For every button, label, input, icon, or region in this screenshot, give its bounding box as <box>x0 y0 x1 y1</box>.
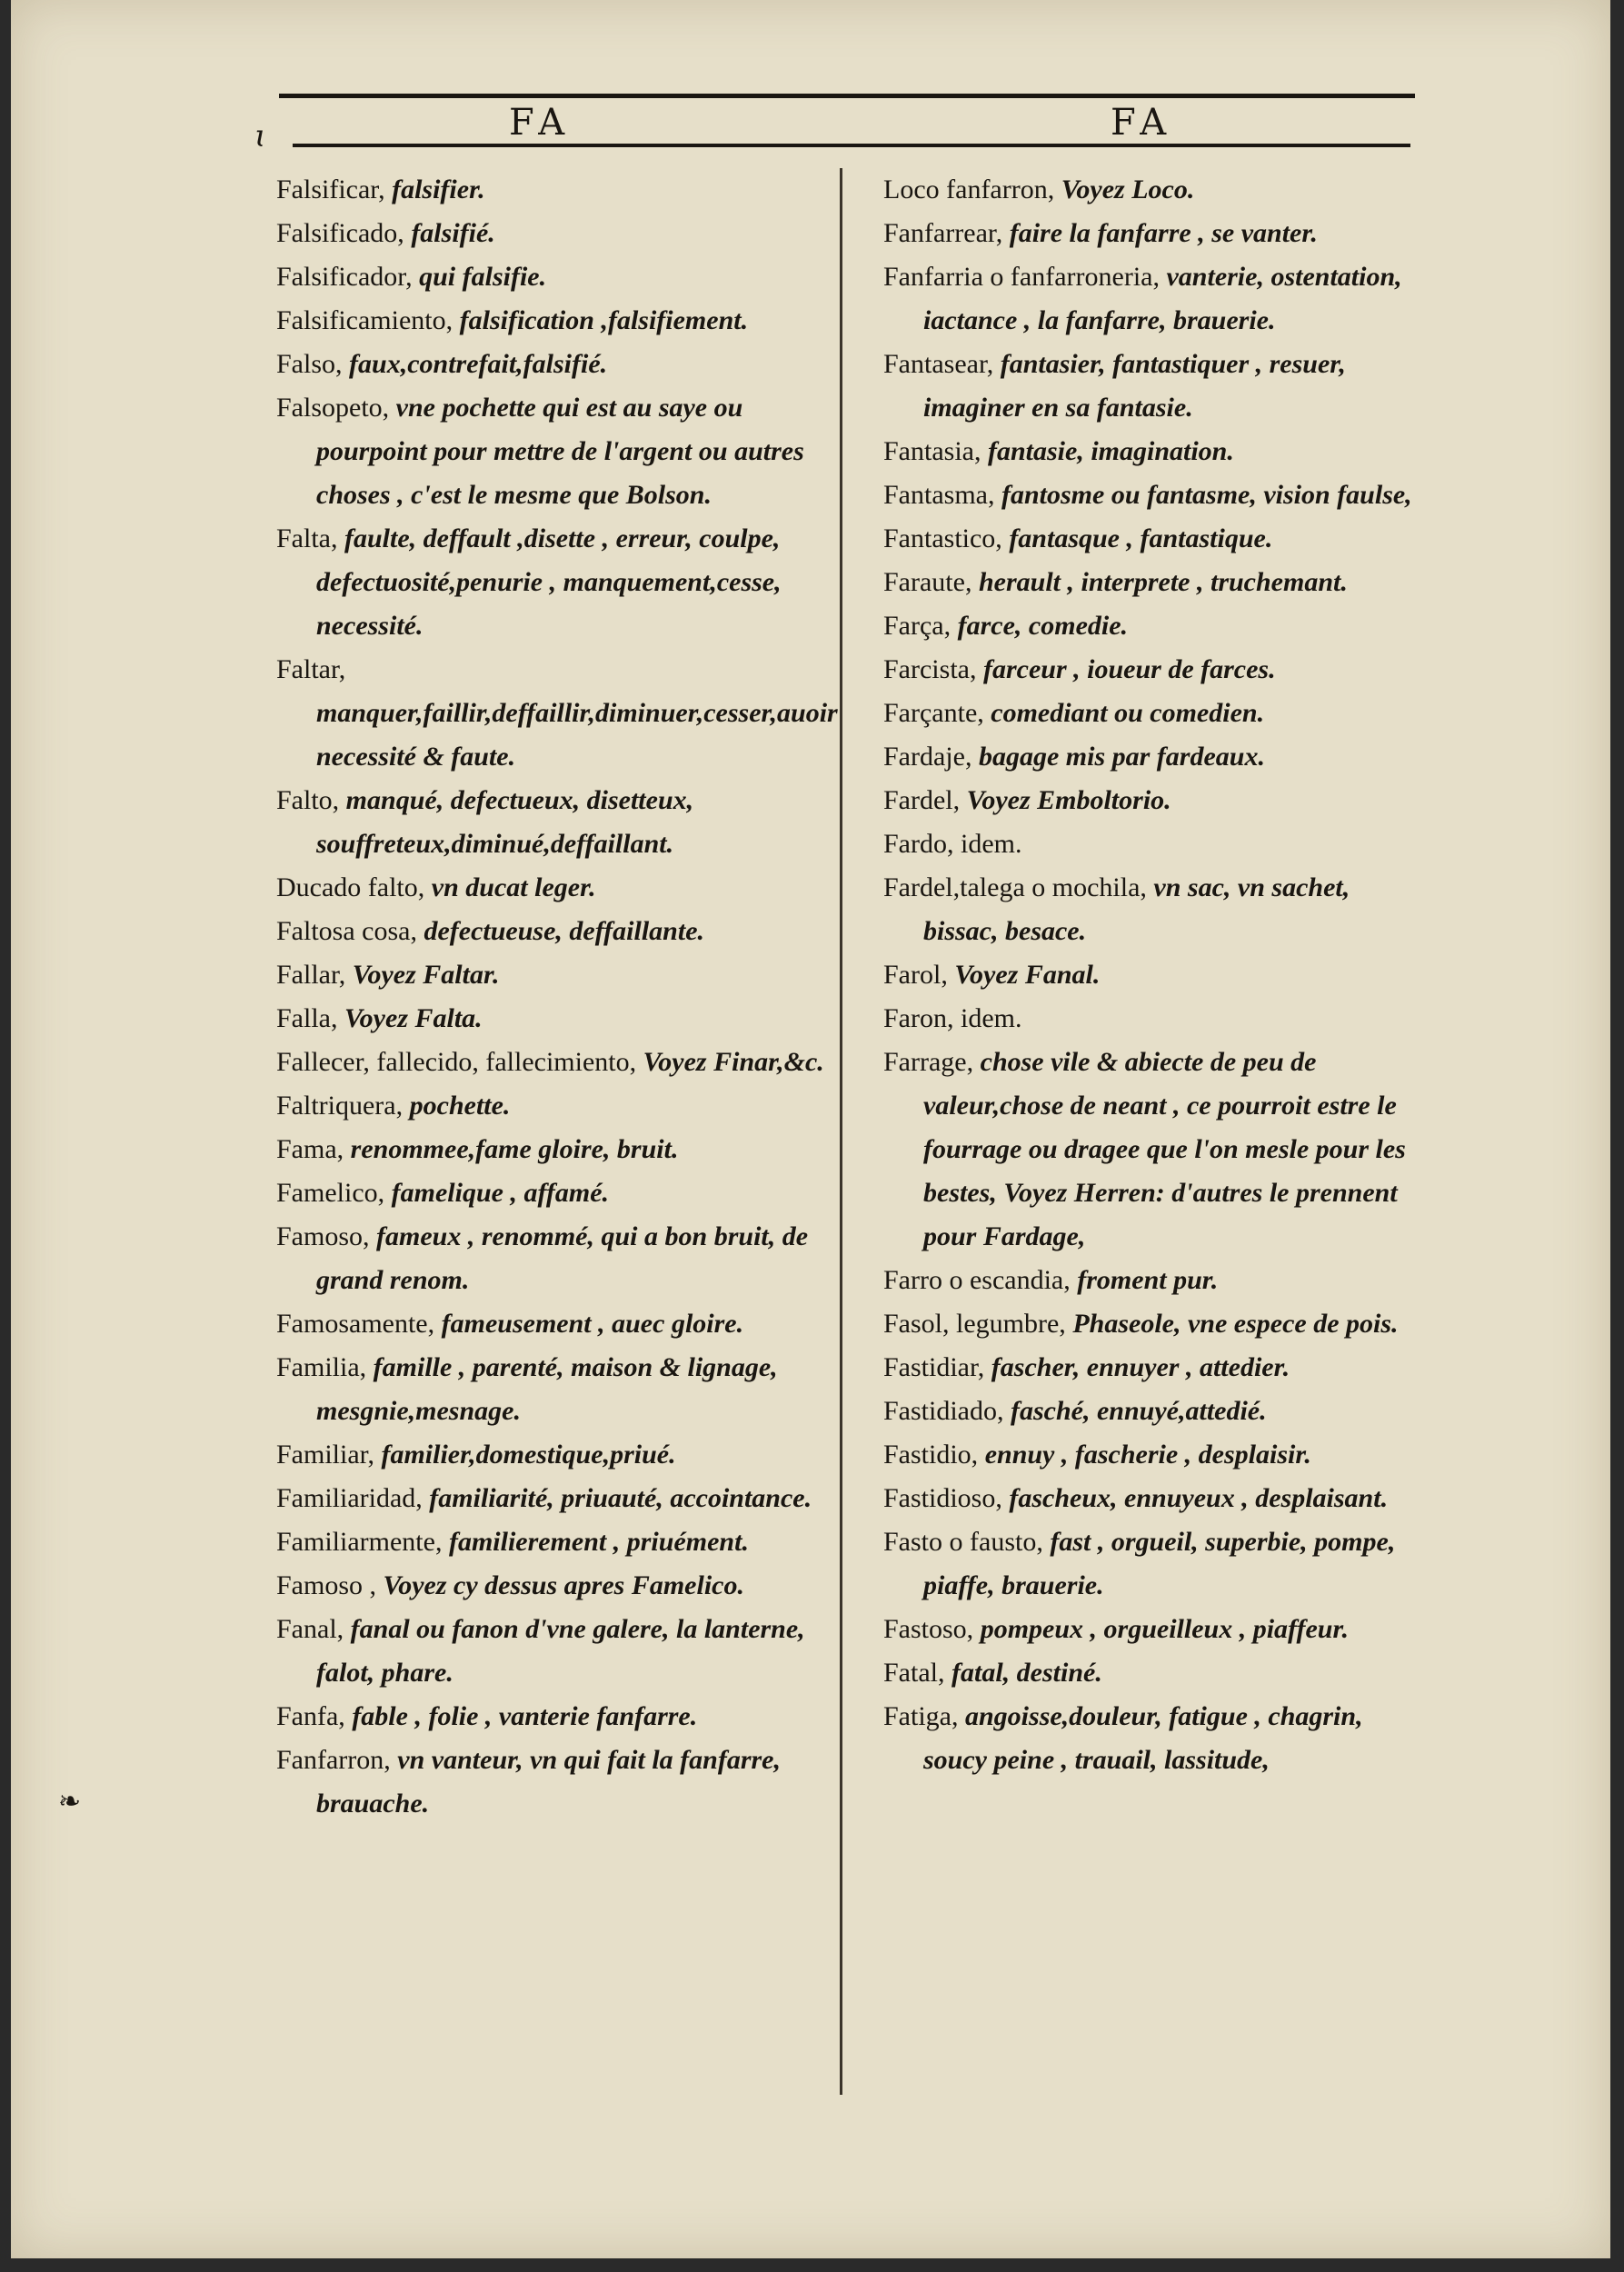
entry-headword: Fastoso, <box>883 1614 974 1644</box>
entry-headword: Farcista, <box>883 654 977 684</box>
entry-translation: fanal ou fanon d'vne galere, la lanterne, falot, phare. <box>316 1614 805 1688</box>
dictionary-entry <box>276 517 831 648</box>
dictionary-entry <box>883 1302 1429 1346</box>
dictionary-entry <box>883 953 1429 997</box>
entry-headword: Famoso, <box>276 1221 370 1251</box>
entry-translation: pochette. <box>409 1091 511 1121</box>
dictionary-entry <box>276 343 831 386</box>
entry-headword: Farçante, <box>883 698 984 728</box>
entry-headword: Familiar, <box>276 1440 374 1470</box>
entry-headword: Famoso , <box>276 1570 377 1600</box>
dictionary-entry <box>883 1390 1429 1433</box>
dictionary-entry <box>276 866 831 910</box>
dictionary-entry <box>883 997 1429 1041</box>
entry-headword: Fastidiar, <box>883 1352 985 1382</box>
entry-translation: manqué, defectueux, disetteux, souffreteux,diminué,deffaillant. <box>316 785 694 859</box>
entry-headword: Fallecer, fallecido, fallecimiento, <box>276 1047 637 1077</box>
dictionary-entry <box>276 1433 831 1477</box>
dictionary-entry <box>276 648 838 779</box>
entry-translation: Voyez cy dessus apres Famelico. <box>383 1570 744 1600</box>
entry-translation: fatal, destiné. <box>951 1658 1102 1688</box>
entry-headword: Falso, <box>276 349 343 379</box>
entry-translation: familierement , priuément. <box>448 1527 749 1557</box>
dictionary-entry <box>883 1041 1429 1259</box>
dictionary-entry <box>883 779 1429 822</box>
entry-headword: Faraute, <box>883 567 972 597</box>
dictionary-entry <box>883 604 1429 648</box>
entry-headword: Fatiga, <box>883 1701 959 1731</box>
dictionary-entry <box>276 779 831 866</box>
entry-headword: Falla, <box>276 1003 338 1033</box>
entry-headword: Farol, <box>883 960 948 990</box>
dictionary-entry <box>883 866 1429 953</box>
entry-translation: famille , parenté, maison & lignage, mesgnie,mesnage. <box>316 1352 778 1426</box>
entry-translation: Voyez Loco. <box>1061 174 1195 204</box>
entry-translation: falsifier. <box>392 174 485 204</box>
dictionary-page <box>11 0 1610 2258</box>
dictionary-entry <box>276 1695 831 1739</box>
dictionary-entry <box>276 1739 831 1826</box>
entry-translation: fantasie, imagination. <box>987 436 1234 466</box>
dictionary-entry <box>276 255 831 299</box>
dictionary-entry <box>883 1433 1429 1477</box>
entry-headword: Fastidiado, <box>883 1396 1004 1426</box>
entry-translation: familier,domestique,priué. <box>381 1440 676 1470</box>
entry-headword: Falsificamiento, <box>276 305 453 335</box>
dictionary-entry <box>276 1346 831 1433</box>
entry-translation: fantosme ou fantasme, vision faulse, <box>1001 480 1412 510</box>
entry-translation: fameux , renommé, qui a bon bruit, de grand renom. <box>316 1221 809 1295</box>
entry-headword: Famosamente, <box>276 1309 435 1339</box>
dictionary-entry <box>883 1651 1429 1695</box>
dictionary-entry <box>276 1564 831 1608</box>
column-divider <box>840 168 842 2095</box>
dictionary-entry <box>276 1520 831 1564</box>
ink-blot: ❧ <box>58 1786 82 1818</box>
entry-headword: Falsificado, <box>276 218 404 248</box>
entry-translation: vanterie, ostentation, iactance , la fanfarre, brauerie. <box>923 262 1402 335</box>
entry-translation: faire la fanfarre , se vanter. <box>1009 218 1318 248</box>
entry-translation: familiarité, priuauté, accointance. <box>429 1483 812 1513</box>
entry-headword: Fantasear, <box>883 349 994 379</box>
dictionary-entry <box>276 1084 831 1128</box>
dictionary-entry <box>276 1477 831 1520</box>
dictionary-entry <box>883 1259 1429 1302</box>
entry-translation: fable , folie , vanterie fanfarre. <box>352 1701 698 1731</box>
dictionary-entry <box>276 386 831 517</box>
entry-translation: farce, comedie. <box>957 611 1129 641</box>
dictionary-entry <box>276 1215 831 1302</box>
entry-translation: vne pochette qui est au saye ou pourpoint pour mettre de l'argent ou autres choses , c'est le mesme que Bolson. <box>316 393 804 510</box>
entry-headword: Falsopeto, <box>276 393 390 423</box>
entry-headword: Famelico, <box>276 1178 385 1208</box>
entry-translation: comediant ou comedien. <box>991 698 1265 728</box>
header-rule <box>293 144 1410 147</box>
dictionary-entry <box>883 1477 1429 1520</box>
entry-translation: manquer,faillir,deffaillir,diminuer,cesser,auoir necessité & faute. <box>316 698 838 772</box>
entry-translation: fascher, ennuyer , attedier. <box>991 1352 1290 1382</box>
dictionary-entry <box>883 692 1429 735</box>
entry-headword: Fastidioso, <box>883 1483 1002 1513</box>
dictionary-entry <box>276 212 831 255</box>
dictionary-entry <box>883 212 1429 255</box>
entry-translation: Voyez Falta. <box>344 1003 483 1033</box>
entry-headword: Falta, <box>276 523 338 553</box>
entry-headword: Faron, idem. <box>883 1003 1022 1033</box>
entry-headword: Fastidio, <box>883 1440 979 1470</box>
entry-headword: Familia, <box>276 1352 367 1382</box>
entry-headword: Faltar, <box>276 654 346 684</box>
dictionary-entry <box>883 1520 1429 1608</box>
entry-headword: Fantastico, <box>883 523 1002 553</box>
dictionary-entry <box>883 517 1429 561</box>
dictionary-entry <box>276 1041 831 1084</box>
entry-translation: vn vanteur, vn qui fait la fanfarre, brauache. <box>316 1745 781 1819</box>
entry-translation: farceur , ioueur de farces. <box>982 654 1276 684</box>
entry-headword: Fatal, <box>883 1658 945 1688</box>
entry-translation: fameusement , auec gloire. <box>441 1309 744 1339</box>
dictionary-entry <box>883 1695 1429 1782</box>
entry-headword: Fardel, <box>883 785 961 815</box>
dictionary-entry <box>276 953 831 997</box>
dictionary-entry <box>883 1608 1429 1651</box>
entry-headword: Fanfarria o fanfarroneria, <box>883 262 1160 292</box>
entry-headword: Fanfarrear, <box>883 218 1003 248</box>
entry-headword: Familiaridad, <box>276 1483 423 1513</box>
entry-translation: fast , orgueil, superbie, pompe, piaffe, brauerie. <box>923 1527 1396 1600</box>
top-rule <box>279 94 1415 98</box>
dictionary-entry <box>276 1302 831 1346</box>
entry-headword: Farro o escandia, <box>883 1265 1071 1295</box>
entry-headword: Fanal, <box>276 1614 344 1644</box>
dictionary-entry <box>276 1171 831 1215</box>
right-column <box>883 168 1429 1782</box>
entry-headword: Fantasma, <box>883 480 995 510</box>
entry-translation: fantasque , fantastique. <box>1009 523 1273 553</box>
entry-translation: fascheux, ennuyeux , desplaisant. <box>1009 1483 1389 1513</box>
entry-translation: famelique , affamé. <box>391 1178 610 1208</box>
entry-translation: qui falsifie. <box>419 262 547 292</box>
entry-translation: falsifié. <box>411 218 495 248</box>
dictionary-entry <box>276 997 831 1041</box>
margin-mark: ɩ <box>254 118 267 154</box>
entry-translation: defectueuse, deffaillante. <box>423 916 705 946</box>
entry-translation: froment pur. <box>1077 1265 1219 1295</box>
dictionary-entry <box>276 1128 831 1171</box>
entry-headword: Fasol, legumbre, <box>883 1309 1066 1339</box>
entry-headword: Fallar, <box>276 960 346 990</box>
dictionary-entry <box>883 255 1429 343</box>
entry-translation: angoisse,douleur, fatigue , chagrin, soucy peine , trauail, lassitude, <box>923 1701 1363 1775</box>
dictionary-entry <box>883 343 1429 430</box>
entry-headword: Ducado falto, <box>276 872 425 902</box>
entry-headword: Fardel,talega o mochila, <box>883 872 1147 902</box>
entry-translation: Voyez Emboltorio. <box>966 785 1171 815</box>
entry-headword: Farrage, <box>883 1047 974 1077</box>
entry-translation: fasché, ennuyé,attedié. <box>1011 1396 1267 1426</box>
left-column <box>276 168 838 1826</box>
entry-headword: Fantasia, <box>883 436 981 466</box>
running-header-left: FA <box>509 102 573 144</box>
entry-translation: pompeux , orgueilleux , piaffeur. <box>980 1614 1349 1644</box>
entry-headword: Fama, <box>276 1134 344 1164</box>
dictionary-entry <box>883 1346 1429 1390</box>
entry-translation: renommee,fame gloire, bruit. <box>350 1134 679 1164</box>
entry-headword: Fardaje, <box>883 742 972 772</box>
entry-headword: Falto, <box>276 785 340 815</box>
dictionary-entry <box>883 822 1429 866</box>
dictionary-entry <box>276 299 831 343</box>
entry-translation: Voyez Fanal. <box>954 960 1101 990</box>
entry-headword: Falsificador, <box>276 262 413 292</box>
dictionary-entry <box>883 648 1429 692</box>
entry-headword: Falsificar, <box>276 174 385 204</box>
entry-headword: Faltriquera, <box>276 1091 404 1121</box>
entry-headword: Farça, <box>883 611 951 641</box>
entry-headword: Fanfarron, <box>276 1745 391 1775</box>
entry-translation: Voyez Faltar. <box>352 960 500 990</box>
entry-translation: herault , interprete , truchemant. <box>978 567 1348 597</box>
entry-translation: faux,contrefait,falsifié. <box>349 349 608 379</box>
entry-translation: vn ducat leger. <box>431 872 596 902</box>
entry-translation: bagage mis par fardeaux. <box>978 742 1265 772</box>
entry-headword: Faltosa cosa, <box>276 916 417 946</box>
entry-headword: Fasto o fausto, <box>883 1527 1043 1557</box>
entry-translation: chose vile & abiecte de peu de valeur,chose de neant , ce pourroit estre le fourrage ou dragee que l'on mesle pour les bestes, Voyez Herren: d'autres le prennent pour Fardage, <box>923 1047 1406 1251</box>
dictionary-entry <box>883 473 1429 517</box>
entry-translation: faulte, deffault ,disette , erreur, coulpe, defectuosité,penurie , manquement,cesse, necessité. <box>316 523 782 641</box>
entry-translation: fantasier, fantastiquer , resuer, imaginer en sa fantasie. <box>923 349 1346 423</box>
entry-headword: Fanfa, <box>276 1701 345 1731</box>
dictionary-entry <box>883 430 1429 473</box>
dictionary-entry <box>276 1608 831 1695</box>
entry-translation: ennuy , fascherie , desplaisir. <box>984 1440 1311 1470</box>
entry-headword: Loco fanfarron, <box>883 174 1055 204</box>
entry-translation: vn sac, vn sachet, bissac, besace. <box>923 872 1350 946</box>
entry-translation: Voyez Finar,&c. <box>643 1047 824 1077</box>
dictionary-entry <box>883 735 1429 779</box>
running-header-right: FA <box>1111 102 1174 144</box>
dictionary-entry <box>276 168 831 212</box>
entry-headword: Fardo, idem. <box>883 829 1022 859</box>
dictionary-entry <box>883 561 1429 604</box>
dictionary-entry <box>276 910 831 953</box>
dictionary-entry <box>883 168 1429 212</box>
entry-translation: Phaseole, vne espece de pois. <box>1072 1309 1399 1339</box>
entry-headword: Familiarmente, <box>276 1527 443 1557</box>
entry-translation: falsification ,falsifiement. <box>459 305 749 335</box>
